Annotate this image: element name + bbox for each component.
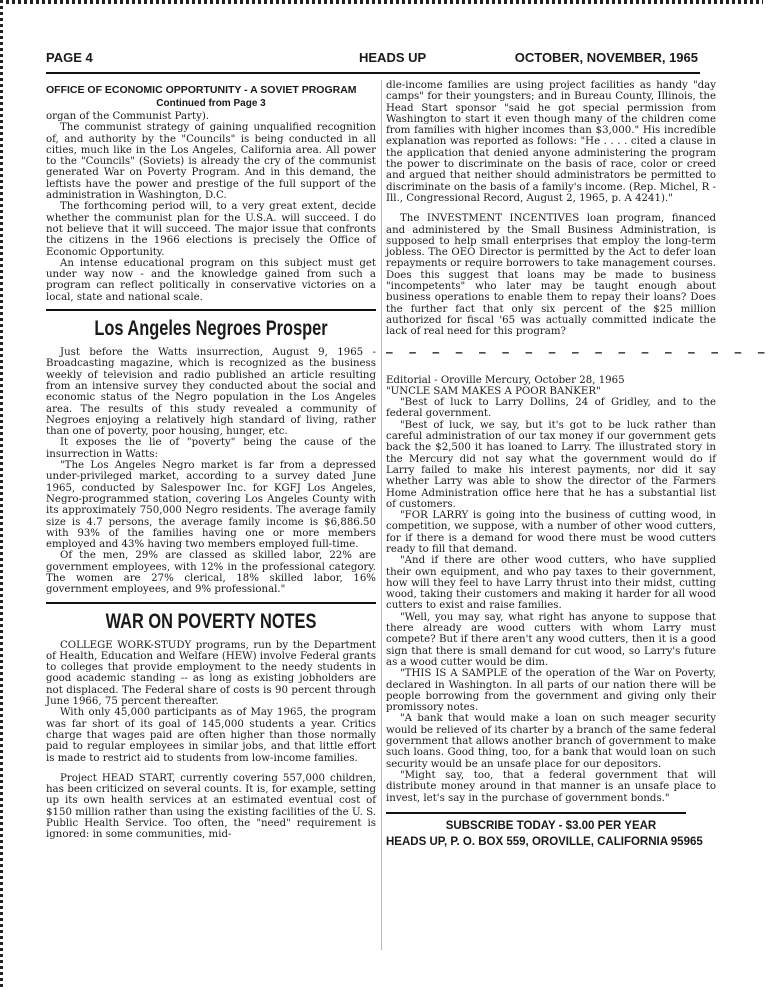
dashed-separator: — — — — — — — — — — — — — — — — — (386, 345, 770, 359)
paragraph-gap (46, 764, 376, 773)
la-paragraph: It exposes the lie of "poverty" being the cause of the insurrection in Watts: (46, 437, 376, 460)
header-rule (46, 72, 700, 74)
editorial-paragraph: "A bank that would make a loan on such meager security would be relieved of its charter by a branch of the same federal government that allows another branch of government to make such loans. Good thing, too, for a bank that would loan on such security would be an unsafe place for our depositors. (386, 713, 716, 770)
wop-paragraph: With only 45,000 participants as of May 1965, the program was far short of its goal of 145,000 students a year. Critics charge that wages paid are often higher than those normally paid to regular employees in similar jobs, and that little effort is made to restrict aid to students from low-income families. (46, 707, 376, 764)
editorial-paragraph: "THIS IS A SAMPLE of the operation of the War on Poverty, declared in Washington. In all parts of our nation there will be people borrowing from the government and giving only their promissory notes. (386, 668, 716, 714)
subscription-offer: SUBSCRIBE TODAY - $3.00 PER YEAR (445, 819, 657, 832)
editorial-source: Editorial - Oroville Mercury, October 28, 1965 (386, 374, 625, 386)
editorial-paragraph: "And if there are other wood cutters, who have supplied their own equipment, and who pay taxes to their government, how will they feel to have Larry thrust into their midst, cutting wood, taking their customers and making it harder for all wood cutters to exist and raise families. (386, 555, 716, 612)
la-paragraph: "The Los Angeles Negro market is far from a depressed under-privileged market, according to a survey dated June 1965, conducted by Salespower Inc. for KGFJ Los Angeles, Negro-programmed station, covering Los Angeles County with its approximately 750,000 Negro residents. The average family size is 4.7 persons, the average family income is $6,886.50 with 93% of the families having one or more members employed and 43% having two members employed full-time. (46, 460, 376, 551)
publication-name: HEADS UP (359, 50, 427, 65)
section-rule (46, 309, 376, 311)
issue-date: OCTOBER, NOVEMBER, 1965 (514, 50, 698, 65)
oeo-paragraph: organ of the Communist Party). (46, 111, 210, 122)
column-divider (381, 80, 382, 950)
left-column (46, 80, 376, 841)
page-border-top (0, 0, 763, 4)
la-article-headline: Los Angeles Negroes Prosper (94, 317, 328, 341)
editorial-paragraph: "Best of luck, we say, but it's got to be luck rather than careful administration of our tax money if our government gets back the $2,500 it has loaned to Larry. The illustrated story in the Mercury did not say what the government would do if Larry failed to make his interest payments, nor did it say whether Larry was able to show the director of the Farmers Home Administration office here that he has a substantial list of customers. (386, 419, 716, 510)
oeo-paragraph: An intense educational program on this subject must get under way now - and the knowledge gained from such a program can reflect politically in conservative victories on a local, state and national scale. (46, 257, 376, 303)
wop-article-headline: WAR ON POVERTY NOTES (105, 609, 317, 633)
wop-continued-paragraph: The INVESTMENT INCENTIVES loan program, financed and administered by the Small Business Administration, is supposed to help small enterprises that employ the long-term jobless. The OEO Director is permitted by the Act to defer loan repayments or require borrowers to take management courses. Does this suggest that loans may be made to business "incompetents" who later may be taught enough about business operations to enable them to repay their loans? Does the further fact that only six percent of the $25 million authorized for fiscal '65 was actually committed indicate the lack of real need for this program? (386, 213, 716, 338)
editorial-title: "UNCLE SAM MAKES A POOR BANKER" (386, 385, 601, 397)
oeo-article-title: OFFICE OF ECONOMIC OPPORTUNITY - A SOVIET PROGRAM (46, 84, 357, 96)
subscription-rule (386, 812, 686, 814)
section-rule (46, 602, 376, 604)
subscription-box (386, 812, 716, 850)
page-border-left (0, 0, 3, 990)
editorial-paragraph: "Might say, too, that a federal government that will distribute money around in that manner is an unsafe place to invest, let's say in the purchase of government bonds." (386, 769, 716, 804)
wop-continued-paragraph: dle-income families are using project facilities as handy "day camps" for their youngsters; and in Bureau County, Illinois, the Head Start sponsor "said he got special permission from Washington to start it even though many of the children come from families with higher incomes than $3,000." His incredible explanation was reported as follows: "He . . . . cited a clause in the application that denied anyone administering the program the power to discriminate on the basis of race, color or creed and argued that neither should administrators be permitted to discriminate on the basis of a family's income. (Rep. Michel, R - Ill., Congressional Record, August 2, 1965, p. A 4241)." (386, 80, 716, 204)
paragraph-gap (386, 204, 716, 213)
oeo-paragraph: The communist strategy of gaining unqualified recognition of, and authority by the "Councils" is being conducted in all cities, much like in the Los Angeles, California area. All power to the "Councils" (Soviets) is already the cry of the communist generated War on Poverty Program. And in this demand, the leftists have the power and prestige of the full support of the administration in Washington, D.C. (46, 122, 376, 202)
right-column (386, 80, 770, 850)
la-paragraph: Of the men, 29% are classed as skilled labor, 22% are government employees, with 12% in the professional category. The women are 27% clerical, 18% skilled labor, 16% government employees, and 9% professional." (46, 550, 376, 596)
editorial-paragraph: "FOR LARRY is going into the business of cutting wood, in competition, we suppose, with a number of other wood cutters, for if there is a demand for wood there must be wood cutters ready to fill that demand. (386, 510, 716, 555)
editorial-paragraph: "Best of luck to Larry Dollins, 24 of Gridley, and to the federal government. (386, 397, 716, 420)
subscription-address: HEADS UP, P. O. BOX 559, OROVILLE, CALIFORNIA 95965 (386, 835, 703, 848)
oeo-paragraph: The forthcoming period will, to a very great extent, decide whether the communist plan for the U.S.A. will succeed. I do not believe that it will succeed. The major issue that confronts the citizens in the 1966 elections is precisely the Office of Economic Opportunity. (46, 201, 376, 258)
wop-paragraph: COLLEGE WORK-STUDY programs, run by the Department of Health, Education and Welfare (HEW) involve Federal grants to colleges that provide employment to the needy students in good academic standing -- as long as existing jobholders are not displaced. The Federal share of costs is 90 percent through June 1966, 75 percent thereafter. (46, 639, 376, 708)
editorial-paragraph: "Well, you may say, what right has anyone to suppose that there already are wood cutters with whom Larry must compete? But if there aren't any wood cutters, then it is a good sign that there is small demand for cut wood, so Larry's future as a wood cutter would be dim. (386, 611, 716, 668)
la-paragraph: Just before the Watts insurrection, August 9, 1965 - Broadcasting magazine, which is recognized as the business weekly of television and radio published an article resulting from an intensive survey they conducted about the social and economic status of the Negro population in the Los Angeles area. The results of this study revealed a community of Negroes enjoying a relatively high standard of living, rather than one of poverty, poor housing, hunger, etc. (46, 347, 376, 438)
page-number: PAGE 4 (46, 50, 93, 65)
continued-note: Continued from Page 3 (156, 98, 266, 109)
wop-paragraph: Project HEAD START, currently covering 557,000 children, has been criticized on several counts. It is, for example, setting up its own health services at an estimated eventual cost of $150 million rather than using the existing facilities of the U. S. Public Health Service. Too often, the "need" requirement is ignored: in some communities, mid- (46, 772, 376, 841)
page-header (46, 50, 698, 70)
